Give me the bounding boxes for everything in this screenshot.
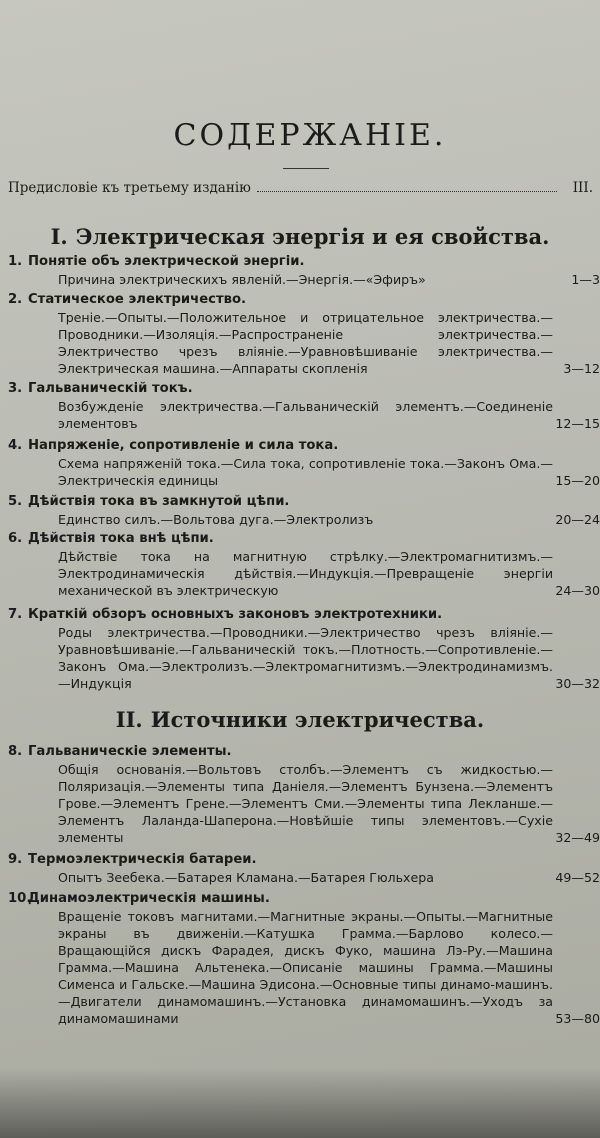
dot-leader [257,181,557,192]
entry-pages: 1—3 [571,272,600,287]
entry-number: 4. [8,438,23,453]
entry-description: Треніе.—Опыты.—Положительное и отрицательное электричества.—Проводники.—Изоляція.—Распространеніе электричества.—Электричество чрезъ вліяніе.—Уравновѣшиваніе электричества.—Электрическая машина.—Аппараты скопленія [58,310,553,376]
part-number: I. [50,224,68,249]
entry-pages: 32—49 [555,830,600,845]
preface-entry [8,180,593,202]
entry-number: 3. [8,381,23,396]
entry-pages: 12—15 [555,416,600,431]
entry-title: Статическое электричество. [28,292,247,307]
toc-entry-6 [8,530,600,599]
entry-description: Вращеніе токовъ магнитами.—Магнитные экраны.—Опыты.—Магнитные экраны въ движеніи.—Катушка Грамма.—Барлово колесо.—Вращающійся дискъ Фарадея, дискъ Фуко, машина Лэ-Ру.—Машина Грамма.—Машина Альтенека.—Описаніе машины Грамма.—Машины Сименса и Гальске.—Машина Эдисона.—Основные типы динамо-машинъ.—Двигатели динамомашинъ.—Установка динамомашинъ.—Уходъ за динамомашинами [58,909,553,1026]
entry-number: 5. [8,494,23,509]
entry-title: Напряженіе, сопротивленіе и сила тока. [28,438,339,453]
entry-pages: 24—30 [555,583,600,598]
entry-description: Возбужденіе электричества.—Гальваническій элементъ.—Соединеніе элементовъ [58,399,553,431]
page-title: СОДЕРЖАНІЕ. [173,118,447,153]
entry-title: Динамоэлектрическія машины. [28,891,270,906]
part-title: Источники электричества. [150,707,485,732]
entry-pages: 53—80 [555,1011,600,1026]
toc-entry-10 [8,890,600,1027]
entry-description: Опытъ Зеебека.—Батарея Кламана.—Батарея Гюльхера [58,870,434,885]
entry-title: Понятіе объ электрической энергіи. [28,254,305,269]
preface-page: III. [572,180,593,196]
entry-pages: 3—12 [563,361,600,376]
preface-label: Предисловіе къ третьему изданію [8,180,251,196]
part-heading-1 [0,224,600,249]
entry-title: Краткій обзоръ основныхъ законовъ электротехники. [28,607,443,622]
toc-entry-2 [8,291,600,377]
entry-description: Общія основанія.—Вольтовъ столбъ.—Элементъ съ жидкостью.—Поляризація.—Элементы типа Даніеля.—Элементъ Бунзена.—Элементъ Грове.—Элементъ Грене.—Элементъ Сми.—Элементы типа Лекланше.—Элементъ Лаланда-Шаперона.—Новѣйшіе типы элементовъ.—Сухіе элементы [58,762,553,845]
part-title: Электрическая энергія и ея свойства. [75,224,550,249]
toc-entry-5 [8,493,600,528]
entry-number: 8. [8,744,23,759]
toc-entry-3 [8,380,600,432]
entry-title: Дѣйствія тока въ замкнутой цѣпи. [28,494,290,509]
entry-title: Дѣйствія тока внѣ цѣпи. [28,531,214,546]
entry-description: Схема напряженій тока.—Сила тока, сопротивленіе тока.—Законъ Ома.—Электрическія единицы [58,456,553,488]
toc-entry-9 [8,851,600,886]
title-rule [283,168,329,169]
entry-number: 6. [8,531,23,546]
entry-pages: 15—20 [555,473,600,488]
entry-number: 10. [8,891,32,906]
toc-entry-7 [8,606,600,692]
toc-entry-1 [8,253,600,288]
entry-description: Причина электрическихъ явленій.—Энергія.—«Эфиръ» [58,272,426,287]
entry-description: Единство силъ.—Вольтова дуга.—Электролизъ [58,512,374,527]
entry-pages: 20—24 [555,512,600,527]
entry-title: Гальваническій токъ. [28,381,193,396]
entry-number: 9. [8,852,23,867]
part-heading-2 [0,707,600,732]
entry-number: 7. [8,607,23,622]
toc-entry-8 [8,743,600,846]
entry-title: Термоэлектрическія батареи. [28,852,257,867]
entry-number: 2. [8,292,23,307]
entry-pages: 49—52 [555,870,600,885]
entry-title: Гальваническіе элементы. [28,744,232,759]
part-number: II. [115,707,143,732]
entry-description: Роды электричества.—Проводники.—Электричество чрезъ вліяніе.—Уравновѣшиваніе.—Гальваническій токъ.—Плотность.—Сопротивленіе.—Законъ Ома.—Электролизъ.—Электромагнитизмъ.—Электродинамизмъ.—Индукція [58,625,553,691]
entry-pages: 30—32 [555,676,600,691]
entry-number: 1. [8,254,23,269]
toc-entry-4 [8,437,600,489]
entry-description: Дѣйствіе тока на магнитную стрѣлку.—Электромагнитизмъ.—Электродинамическія дѣйствія.—Индукція.—Превращеніе энергіи механической въ электрическую [58,549,553,598]
